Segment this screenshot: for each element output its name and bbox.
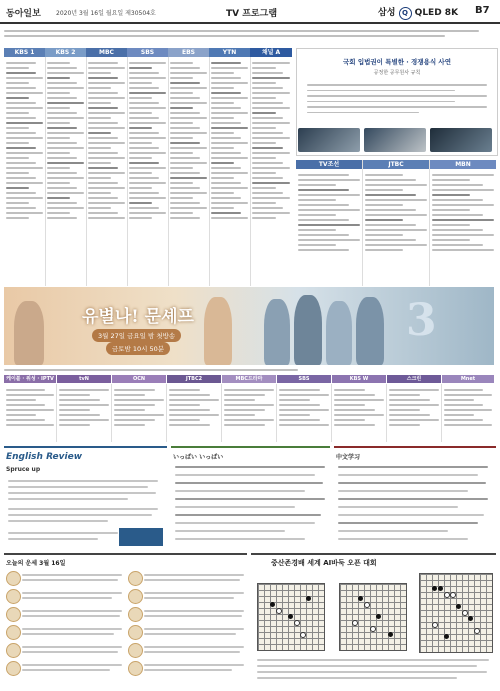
cable-tab: tvN xyxy=(57,375,111,383)
chinese-lesson-box xyxy=(334,446,496,551)
zodiac-icon xyxy=(128,625,143,640)
q-logo-icon: Q xyxy=(399,7,412,20)
schedule-column xyxy=(332,384,387,442)
horoscope-title: 오늘의 운세 3월 16일 xyxy=(6,560,66,567)
schedule-column xyxy=(387,384,442,442)
channel-info-bar xyxy=(4,27,494,45)
air-date: 3월 27일 금요일 밤 첫방송 xyxy=(92,329,181,342)
chinese-title: 中文学习 xyxy=(336,454,361,461)
ad-product: QLED 8K xyxy=(414,8,459,18)
zodiac-icon xyxy=(6,643,21,658)
japanese-title: いっぱい いっぱい xyxy=(173,454,224,461)
issue-date: 2020년 3월 16일 월요일 제30504호 xyxy=(56,10,156,17)
schedule-column xyxy=(222,384,277,442)
cast-photo xyxy=(294,295,322,365)
channel-header: YTN xyxy=(209,48,250,57)
cable-header xyxy=(4,367,494,374)
cable-tab: 케이블 · 위성 · IPTV xyxy=(4,375,56,383)
cable-channel-bar xyxy=(4,375,494,383)
go-board xyxy=(257,583,325,651)
zodiac-icon xyxy=(128,643,143,658)
tv-image-strip xyxy=(296,128,496,156)
zodiac-icon xyxy=(128,589,143,604)
english-review-box xyxy=(4,446,167,551)
zodiac-icon xyxy=(6,571,21,586)
channel-header: MBC xyxy=(86,48,127,57)
japanese-lesson-box xyxy=(171,446,330,551)
schedule-column xyxy=(167,384,222,442)
schedule-column xyxy=(57,384,112,442)
schedule-column xyxy=(209,48,251,286)
schedule-column xyxy=(4,48,46,286)
cast-photo xyxy=(204,297,232,365)
schedule-column xyxy=(4,384,57,442)
cast-photo xyxy=(356,297,384,365)
spep-logo xyxy=(119,528,163,546)
schedule-column xyxy=(430,160,496,286)
schedule-column xyxy=(168,48,210,286)
cast-photo xyxy=(264,299,290,365)
baduk-column-box xyxy=(251,553,496,689)
cable-tab: SBS xyxy=(277,375,331,383)
tv-image xyxy=(364,128,426,152)
schedule-column xyxy=(296,160,363,286)
drama-title: 유별나! 문셰프 xyxy=(82,307,194,327)
daily-horoscope-box xyxy=(4,553,247,689)
channel-header: KBS 1 xyxy=(4,48,45,57)
schedule-column xyxy=(86,48,128,286)
cable-tab: MBC드라마 xyxy=(222,375,276,383)
cable-tab: OCN xyxy=(112,375,166,383)
cable-tab: 스크린 xyxy=(387,375,441,383)
cable-tab: JTBC2 xyxy=(167,375,221,383)
zodiac-icon xyxy=(128,571,143,586)
go-board xyxy=(419,573,493,653)
cable-tab: Mnet xyxy=(442,375,494,383)
schedule-column xyxy=(112,384,167,442)
ad-brand: 삼성 xyxy=(378,8,396,18)
english-title: English Review xyxy=(6,452,83,462)
cable-tab: KBS W xyxy=(332,375,386,383)
tv-schedule-grid xyxy=(4,48,292,286)
channel-header: 채널 A xyxy=(250,48,292,57)
schedule-column xyxy=(45,48,87,286)
tv-image xyxy=(298,128,360,152)
schedule-column xyxy=(363,160,430,286)
schedule-column xyxy=(277,384,332,442)
zodiac-icon xyxy=(128,661,143,676)
drama-promo-banner xyxy=(4,287,494,365)
page-number: B7 xyxy=(475,5,490,16)
schedule-column xyxy=(250,48,292,286)
channel-header: EBS xyxy=(168,48,209,57)
samsung-qled-logo xyxy=(378,5,458,20)
season-number: 3 xyxy=(406,295,437,346)
tv-schedule-grid-right xyxy=(296,160,496,286)
air-time: 금토밤 10시 50분 xyxy=(106,342,170,355)
tv-image xyxy=(430,128,492,152)
zodiac-icon xyxy=(6,625,21,640)
zodiac-icon xyxy=(6,661,21,676)
channel-header: TV조선 xyxy=(296,160,362,169)
schedule-column xyxy=(442,384,494,442)
channel-header: SBS xyxy=(127,48,168,57)
english-subtitle: Spruce up xyxy=(6,466,41,473)
cast-photo xyxy=(14,301,44,365)
zodiac-icon xyxy=(6,589,21,604)
cable-schedule xyxy=(4,384,494,442)
baduk-title: 중산존경배 세계 AI바둑 오픈 대회 xyxy=(271,559,377,567)
schedule-column xyxy=(127,48,169,286)
newspaper-brand: 동아일보 xyxy=(6,9,41,19)
section-title: TV 프로그램 xyxy=(226,9,278,19)
zodiac-icon xyxy=(128,607,143,622)
ad-subline: 공정한 공무원사 규칙 xyxy=(373,70,421,76)
channel-header: KBS 2 xyxy=(45,48,86,57)
channel-header: MBN xyxy=(430,160,496,169)
cast-photo xyxy=(326,301,352,365)
channel-header: JTBC xyxy=(363,160,429,169)
ad-headline: 국회 입법권이 특별한 · 경쟁용식 사연 xyxy=(343,58,451,66)
zodiac-icon xyxy=(6,607,21,622)
go-board xyxy=(339,583,407,651)
